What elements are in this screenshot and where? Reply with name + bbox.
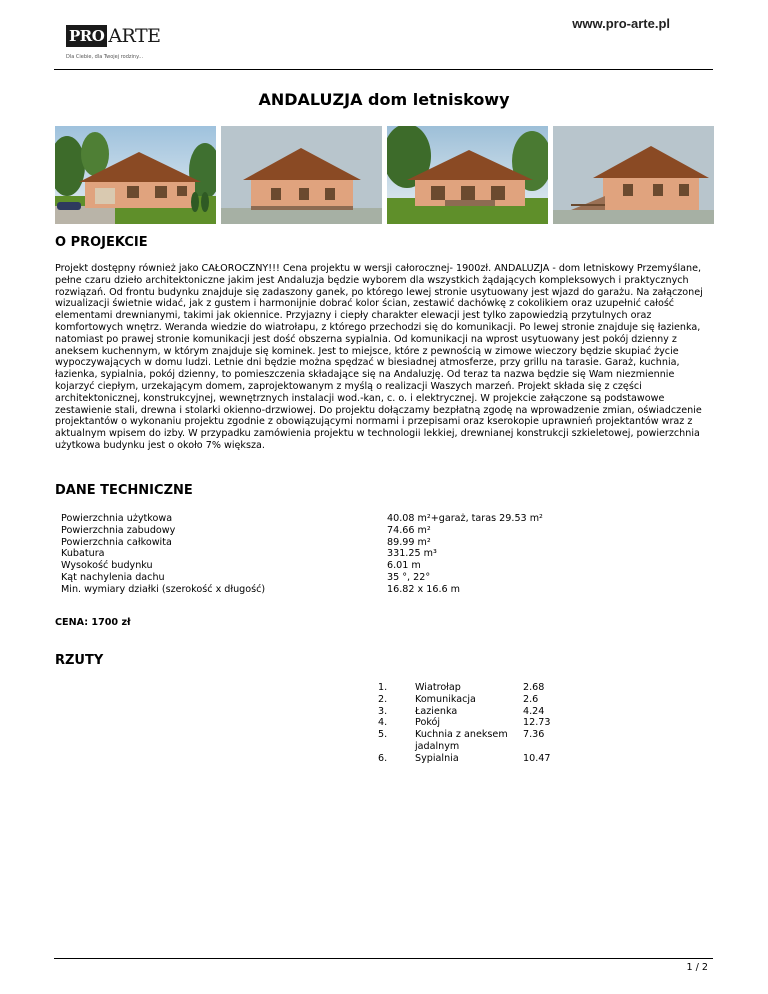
room-area: 10.47 — [523, 752, 551, 764]
room-name: Wiatrołap — [415, 682, 461, 693]
room-area: 12.73 — [523, 717, 551, 729]
tech-value: 40.08 m²+garaż, taras 29.53 m² — [387, 513, 543, 524]
room-name: Kuchnia z aneksem jadalnym — [415, 729, 508, 752]
logo-pro-text: PRO — [66, 25, 107, 47]
room-number: 6. — [378, 752, 388, 764]
tech-label: Powierzchnia całkowita — [61, 536, 172, 548]
tech-value: 74.66 m² — [387, 524, 431, 536]
room-number: 5. — [378, 729, 388, 741]
tech-label: Powierzchnia zabudowy — [61, 524, 176, 536]
image-gallery — [55, 126, 715, 224]
house-render-side-image[interactable] — [221, 126, 382, 224]
tech-row — [61, 513, 687, 525]
tech-label: Powierzchnia użytkowa — [61, 513, 173, 524]
rooms-list — [378, 682, 583, 765]
house-render-rear-image[interactable] — [387, 126, 548, 224]
tech-row — [61, 572, 687, 584]
list-item — [378, 717, 583, 729]
list-item — [378, 753, 583, 765]
tech-value: 6.01 m — [387, 560, 421, 572]
room-number: 4. — [378, 717, 388, 729]
tech-row — [61, 548, 687, 560]
room-area: 7.36 — [523, 729, 545, 741]
about-description: Projekt dostępny również jako CAŁOROCZNY!!! Cena projektu w wersji całorocznej- 1900zł. ANDALUZJA - dom letniskowy Przemyślane, pełne czaru dzieło architektoniczne jakim jest Andaluzja będzie wyborem dla wszystkich żądających kompleksowych i praktycznych rozwiązań. Od frontu budynku znajduje się zadaszony ganek, po którego lewej stronie usytuowany jest wjazd do garażu. Na załączonej wizualizacji świetnie widać, jak z gustem i harmonijnie dobrać kolor ścian, zestawić dachówkę z cokolikiem oraz uzupełnić całość elementami drewnianymi, takimi jak okiennice. Przyjazny i ciepły charakter elewacji jest tylko zapowiedzią przytulnych oraz komfortowych wnętrz. Weranda wiedzie do wiatrołapu, z którego przechodzi się do komunikacji. Po lewej stronie znajduje się łazienka, natomiast po prawej stronie komunikacji jest dość obszerna sypialnia. Od komunikacji na wprost usytuowany jest pokój dzienny z aneksem kuchennym, w którym znajduje się kominek. Jest to miejsce, które z pewnością w zimowe wieczory będzie skupiać życie wypoczywających w domu ludzi. Letnie dni będzie można spędzać w biesiadnej atmosferze, przy grillu na tarasie. Garaż, kuchnia, łazienka, sypialnia, pokój dzienny, to pomieszczenia składające się na Andaluzję. Od teraz ta nazwa będzie się Wam niezmiennie kojarzyć ciepłym, urzekającym domem, zaprojektowanym z myślą o realizacji Waszych marzeń. Projekt składa się z części architektonicznej, konstrukcyjnej, wewnętrznych instalacji wod.-kan, c. o. i elektrycznej. W projekcie załączone są podstawowe zestawienie stali, drewna i stolarki okienno-drzwiowej. Do projektu dołączamy bezpłatną zgodę na wprowadzenie zmian, oświadczenie projektantów o wykonaniu projektu zgodnie z obowiązującymi normami i przepisami oraz kserokopie uprawnień projektantów wraz z aktualnym wpisem do izby. W przypadku zamówienia projektu w technologii lekkiej, drewnianej konstrukcji szkieletowej, powierzchnia użytkowa budynku jest o około 7% większa. — [55, 263, 703, 451]
tech-row — [61, 584, 687, 596]
tech-label: Kubatura — [61, 548, 105, 560]
tech-value: 89.99 m² — [387, 536, 431, 548]
logo-mark — [66, 25, 161, 47]
room-area: 2.68 — [523, 682, 545, 693]
room-number: 1. — [378, 682, 388, 693]
logo-tagline: Dla Ciebie, dla Twojej rodziny... — [66, 54, 144, 60]
site-url-link[interactable]: www.pro-arte.pl — [572, 16, 670, 31]
tech-row — [61, 537, 687, 549]
house-render-front-image[interactable] — [55, 126, 216, 224]
plans-heading: RZUTY — [55, 653, 104, 668]
list-item — [378, 694, 583, 706]
tech-data-table — [61, 513, 687, 596]
room-area: 4.24 — [523, 705, 545, 717]
list-item — [378, 729, 583, 753]
price-label: CENA: 1700 zł — [55, 617, 131, 628]
tech-label: Kąt nachylenia dachu — [61, 571, 165, 583]
room-name: Łazienka — [415, 705, 458, 717]
room-number: 2. — [378, 693, 388, 705]
room-name: Pokój — [415, 717, 441, 729]
room-name: Komunikacja — [415, 693, 476, 705]
tech-heading: DANE TECHNICZNE — [55, 483, 193, 498]
room-name: Sypialnia — [415, 752, 459, 764]
room-number: 3. — [378, 705, 388, 717]
footer-divider — [54, 958, 713, 959]
tech-value: 35 °, 22° — [387, 571, 431, 583]
house-render-terrace-image[interactable] — [553, 126, 714, 224]
list-item — [378, 682, 583, 694]
tech-row — [61, 560, 687, 572]
header-divider — [54, 69, 713, 70]
about-heading: O PROJEKCIE — [55, 235, 148, 250]
pro-arte-logo[interactable] — [66, 25, 161, 61]
page-header — [0, 0, 768, 72]
tech-row — [61, 525, 687, 537]
page-number: 1 / 2 — [686, 962, 708, 973]
tech-label: Wysokość budynku — [61, 560, 153, 572]
page-title: ANDALUZJA dom letniskowy — [258, 90, 510, 109]
logo-arte-text: ARTE — [108, 25, 161, 47]
list-item — [378, 706, 583, 718]
tech-value: 331.25 m³ — [387, 548, 437, 560]
tech-label: Min. wymiary działki (szerokość x długość) — [61, 583, 266, 595]
room-area: 2.6 — [523, 693, 539, 705]
tech-value: 16.82 x 16.6 m — [387, 583, 460, 595]
